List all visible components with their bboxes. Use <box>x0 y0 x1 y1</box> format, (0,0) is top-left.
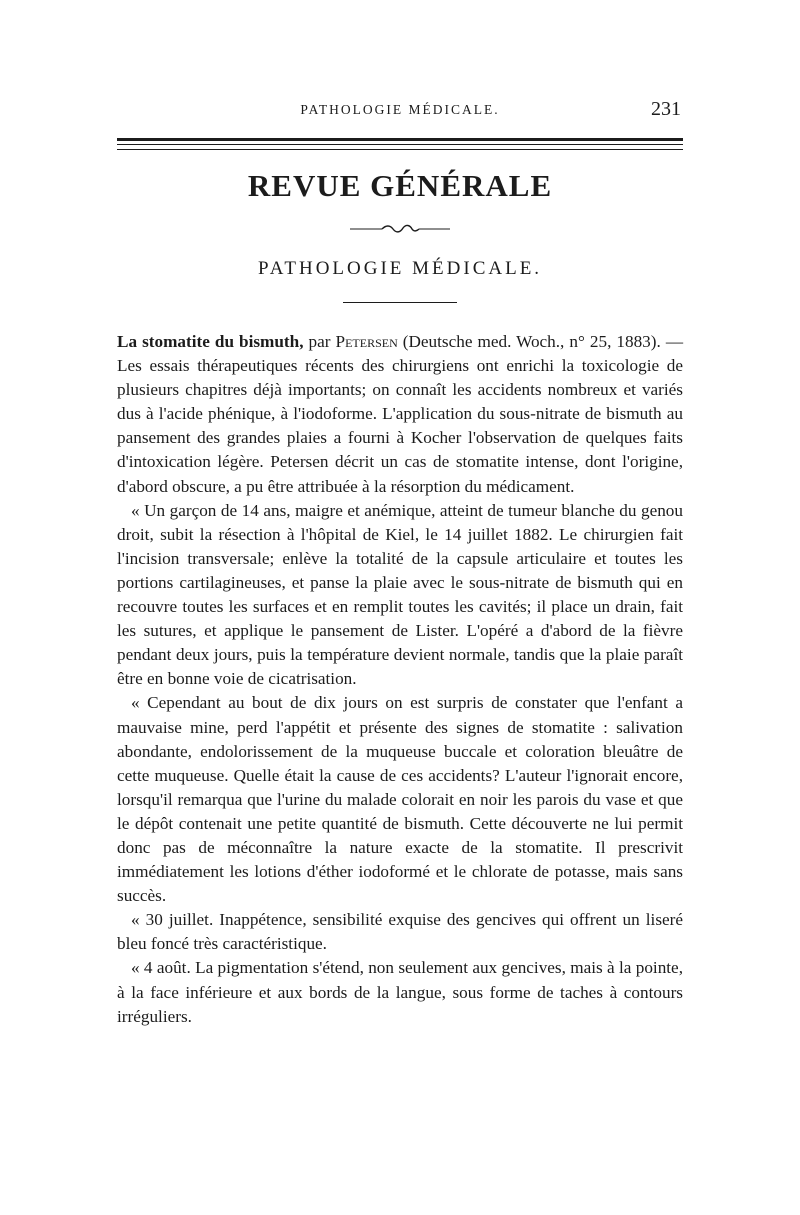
header-rule-thin <box>117 144 683 145</box>
article-paragraph: « 30 juillet. Inappétence, sensibilité exquise des gencives qui offrent un liseré bleu foncé très caractéristique. <box>117 910 683 954</box>
article-intro-paragraph <box>117 330 683 499</box>
article-paragraph: « Cependant au bout de dix jours on est surpris de constater que l'enfant a mauvaise mine, perd l'appétit et présente des signes de stomatite : salivation abondante, endolorissement de la muqueuse buccale et coloration bleuâtre de cette muqueuse. Quelle était la cause de ces accidents? L'auteur l'ignorait encore, lorsqu'il remarqua que l'urine du malade colorait en noir les parois du vase et que le dépôt contenait une petite quantité de bismuth. Cette découverte ne lui permit donc pas de méconnaître la nature exacte de la stomatite. Il prescrivit immédiatement les lotions d'éther iodoformé et le chlorate de potasse, mais sans succès. <box>117 693 683 906</box>
article-author: Petersen <box>335 332 398 351</box>
section-title: REVUE GÉNÉRALE <box>247 168 553 203</box>
running-head <box>117 98 683 122</box>
page-number: 231 <box>651 98 681 120</box>
article-paragraph: « 4 août. La pigmentation s'étend, non seulement aux gencives, mais à la pointe, à la face inférieure et aux bords de la langue, sous forme de taches à contours irréguliers. <box>117 958 683 1026</box>
article-body <box>117 330 683 1029</box>
header-rule-thin-lower <box>117 149 683 150</box>
header-rule-thick <box>117 138 683 141</box>
article-by: par <box>303 332 336 351</box>
article-paragraph: « Un garçon de 14 ans, maigre et anémique, atteint de tumeur blanche du genou droit, subit la résection à l'hôpital de Kiel, le 14 juillet 1882. Le chirurgien fait l'incision transversale; enlève la totalité de la capsule articulaire et toutes les portions cartilagineuses, et panse la plaie avec le sous-nitrate de bismuth qui en recouvre toutes les surfaces et en remplit toutes les cavités; il place un drain, fait les sutures, et applique le pansement de Lister. L'opéré a d'abord de la fièvre pendant deux jours, puis la température devient normale, tandis que la plaie paraît être en bonne voie de cicatrisation. <box>117 500 683 689</box>
article-title: La stomatite du bismuth, <box>117 332 304 351</box>
subsection-title: PATHOLOGIE MÉDICALE. <box>257 258 543 279</box>
ornament-flourish-icon <box>350 222 450 234</box>
subsection-rule <box>343 302 457 303</box>
running-title: PATHOLOGIE MÉDICALE. <box>300 102 500 117</box>
article-citation-text: (Deutsche med. Woch., n° 25, 1883). — Les essais thérapeutiques récents des chirurgiens ont enrichi la toxicologie de plusieurs chapitres déjà importants; on connaît les accidents nombreux et variés dus à l'acide phénique, à l'iodoforme. L'application du sous-nitrate de bismuth au pansement des grandes plaies a fourni à Kocher l'observation de quelques faits d'intoxication légère. Petersen décrit un cas de stomatite intense, dont l'origine, d'abord obscure, a pu être attribuée à la résorption du médicament. <box>117 332 684 496</box>
